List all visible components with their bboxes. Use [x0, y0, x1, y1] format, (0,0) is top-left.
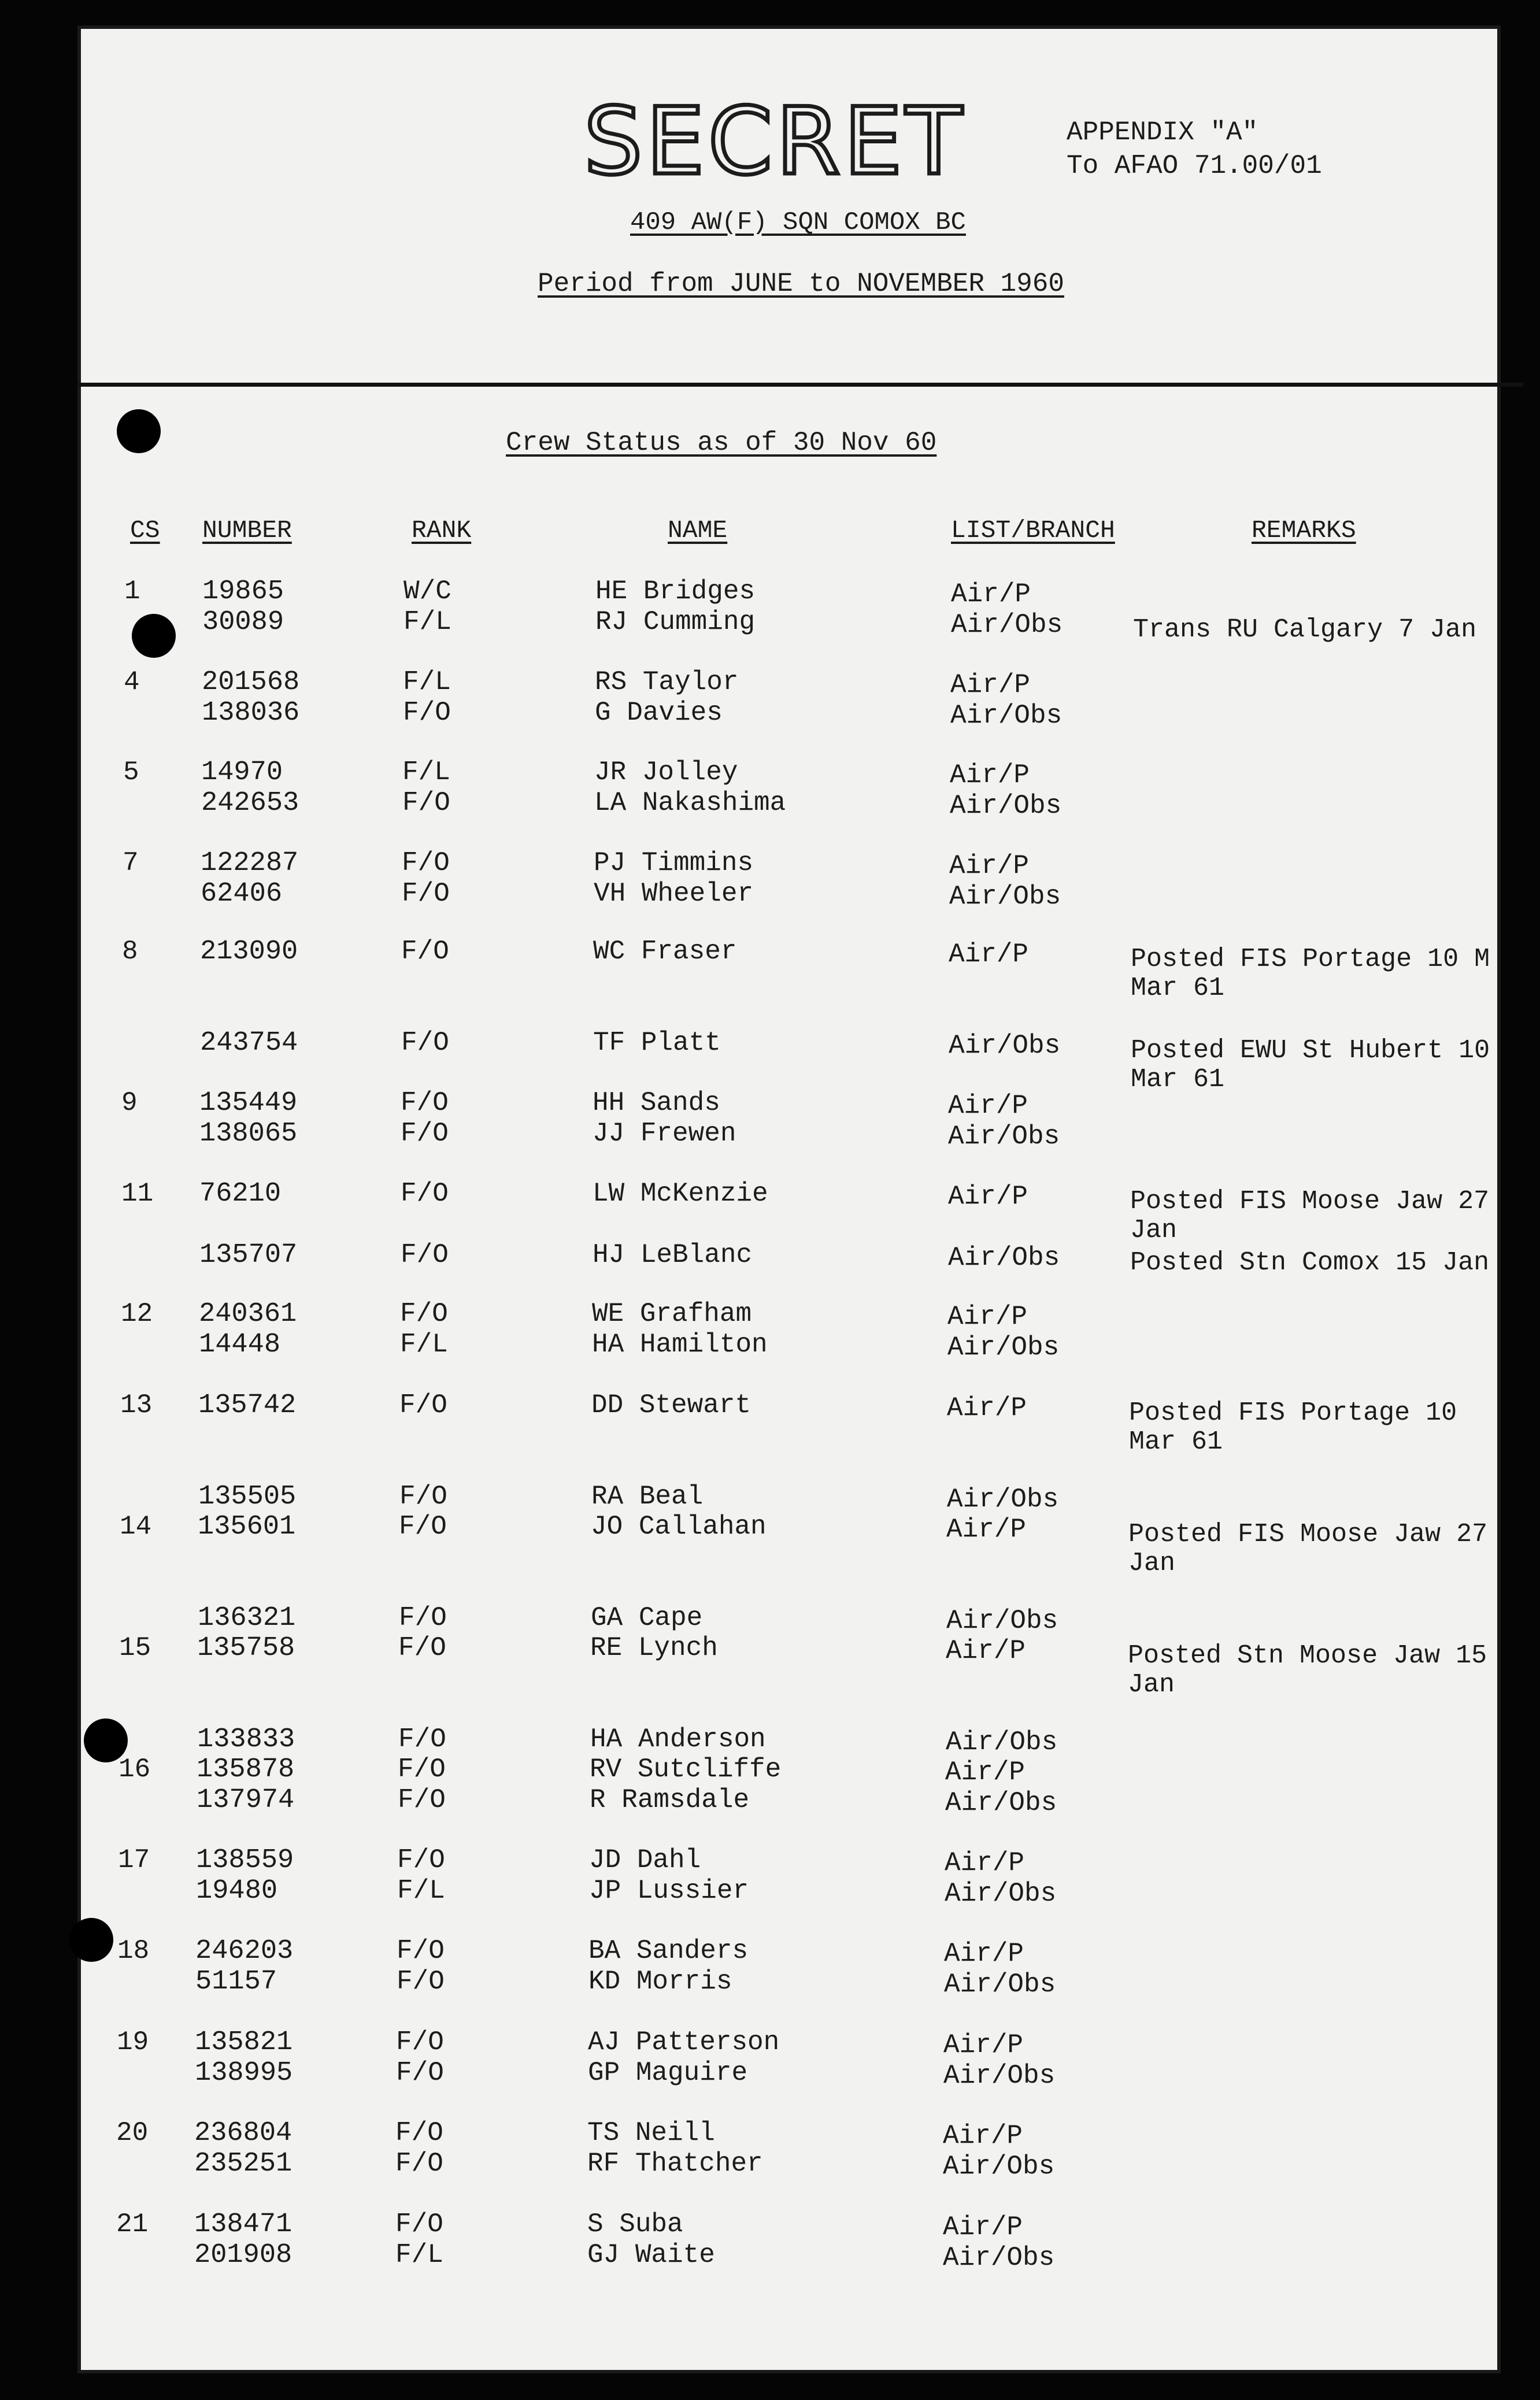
crew-cs-number: 9	[121, 1088, 138, 1118]
list-branch: Air/Obs	[943, 2243, 1055, 2273]
list-branch: Air/Obs	[948, 1243, 1060, 1273]
crew-cs-number: 16	[119, 1754, 151, 1784]
rank: F/O	[403, 698, 451, 728]
rank: F/O	[398, 1633, 446, 1663]
service-number: 51157	[195, 1966, 277, 1997]
list-branch: Air/P	[945, 1757, 1026, 1787]
member-name: RS Taylor	[595, 667, 739, 697]
rank: F/L	[403, 607, 451, 637]
rank: F/O	[395, 2118, 443, 2148]
service-number: 138036	[202, 698, 300, 728]
list-branch: Air/P	[945, 1848, 1025, 1878]
list-branch: Air/Obs	[947, 1332, 1060, 1362]
list-branch: Air/Obs	[950, 701, 1063, 731]
service-number: 135758	[197, 1633, 295, 1664]
unit-name: 409 AW(F) SQN COMOX BC	[630, 208, 966, 237]
list-branch: Air/P	[943, 2212, 1023, 2242]
rank: F/O	[400, 1299, 448, 1329]
crew-cs-number: 8	[122, 936, 138, 966]
crew-cs-number: 4	[124, 667, 140, 697]
rank: F/L	[403, 667, 451, 697]
list-branch: Air/P	[951, 579, 1031, 609]
rank: F/O	[397, 1966, 445, 1997]
service-number: 137974	[197, 1785, 295, 1816]
remarks: Posted FIS Portage 10 M Mar 61	[1131, 945, 1490, 1003]
crew-cs-number: 11	[121, 1179, 154, 1209]
rank: F/O	[402, 879, 450, 909]
crew-cs-number: 13	[120, 1390, 153, 1420]
punch-hole	[117, 409, 161, 453]
list-branch: Air/P	[946, 1636, 1026, 1666]
list-branch: Air/P	[950, 670, 1031, 700]
rank: F/O	[401, 1088, 449, 1118]
rank: F/L	[402, 757, 450, 787]
rank: F/O	[401, 1179, 449, 1209]
member-name: JP Lussier	[589, 1876, 749, 1906]
service-number: 14970	[201, 757, 283, 788]
service-number: 19480	[196, 1876, 278, 1906]
column-header-name: NAME	[668, 516, 728, 545]
service-number: 235251	[194, 2149, 293, 2179]
rank: F/O	[398, 1754, 446, 1784]
service-number: 122287	[201, 848, 299, 879]
member-name: LA Nakashima	[594, 788, 786, 818]
list-branch: Air/P	[947, 1302, 1028, 1332]
remarks: Posted FIS Moose Jaw 27 Jan	[1130, 1187, 1490, 1245]
rank: W/C	[403, 576, 451, 606]
list-branch: Air/Obs	[946, 1727, 1058, 1757]
service-number: 135505	[198, 1482, 297, 1512]
header-divider	[78, 383, 1523, 387]
service-number: 138471	[194, 2209, 293, 2240]
service-number: 76210	[199, 1179, 282, 1209]
report-period: Period from JUNE to NOVEMBER 1960	[538, 269, 1064, 299]
crew-cs-number: 12	[121, 1299, 153, 1329]
member-name: RA Beal	[591, 1482, 704, 1512]
member-name: RV Sutcliffe	[590, 1754, 782, 1784]
column-header-number: NUMBER	[202, 516, 292, 545]
member-name: GJ Waite	[587, 2240, 715, 2270]
service-number: 133833	[197, 1724, 295, 1755]
member-name: AJ Patterson	[588, 2027, 780, 2057]
service-number: 135449	[199, 1088, 298, 1118]
remarks: Posted Stn Comox 15 Jan	[1130, 1248, 1490, 1277]
service-number: 236804	[194, 2118, 293, 2149]
rank: F/O	[399, 1390, 447, 1420]
column-header-list-branch: LIST/BRANCH	[951, 516, 1115, 545]
service-number: 242653	[201, 788, 299, 818]
punch-hole	[132, 614, 176, 658]
member-name: HJ LeBlanc	[593, 1240, 753, 1270]
list-branch: Air/Obs	[943, 2061, 1056, 2091]
crew-cs-number: 18	[117, 1936, 150, 1966]
member-name: HA Hamilton	[592, 1329, 768, 1360]
member-name: PJ Timmins	[594, 848, 754, 878]
punch-hole	[69, 1918, 113, 1962]
service-number: 135821	[195, 2027, 293, 2058]
remarks: Posted EWU St Hubert 10 Mar 61	[1131, 1036, 1490, 1094]
rank: F/O	[399, 1482, 447, 1512]
rank: F/O	[401, 1118, 449, 1149]
rank: F/L	[395, 2240, 443, 2270]
list-branch: Air/Obs	[948, 1121, 1060, 1151]
service-number: 30089	[202, 607, 284, 638]
list-branch: Air/Obs	[946, 1606, 1058, 1636]
rank: F/O	[399, 1603, 447, 1633]
list-branch: Air/Obs	[944, 1969, 1056, 1999]
service-number: 138559	[196, 1845, 294, 1876]
rank: F/O	[398, 1724, 446, 1754]
remarks: Posted FIS Moose Jaw 27 Jan	[1128, 1520, 1488, 1578]
list-branch: Air/P	[943, 2030, 1024, 2060]
rank: F/O	[395, 2149, 443, 2179]
member-name: DD Stewart	[591, 1390, 752, 1420]
rank: F/O	[402, 788, 450, 818]
service-number: 201568	[202, 667, 300, 698]
member-name: BA Sanders	[588, 1936, 749, 1966]
list-branch: Air/Obs	[950, 791, 1062, 821]
service-number: 201908	[194, 2240, 293, 2271]
member-name: JD Dahl	[589, 1845, 701, 1875]
crew-cs-number: 14	[120, 1512, 152, 1542]
service-number: 243754	[200, 1028, 298, 1058]
service-number: 135742	[198, 1390, 297, 1421]
service-number: 246203	[195, 1936, 294, 1966]
service-number: 240361	[199, 1299, 297, 1329]
column-header-rank: RANK	[412, 516, 472, 545]
rank: F/O	[399, 1512, 447, 1542]
list-branch: Air/P	[948, 1182, 1028, 1212]
list-branch: Air/P	[950, 760, 1030, 790]
member-name: LW McKenzie	[593, 1179, 768, 1209]
service-number: 19865	[202, 576, 284, 607]
list-branch: Air/Obs	[949, 882, 1061, 912]
member-name: WE Grafham	[592, 1299, 752, 1329]
crew-cs-number: 7	[123, 848, 139, 878]
rank: F/O	[396, 2058, 444, 2088]
member-name: R Ramsdale	[590, 1785, 750, 1815]
list-branch: Air/Obs	[945, 1788, 1057, 1818]
column-header-remarks: REMARKS	[1252, 516, 1356, 545]
rank: F/O	[401, 1240, 449, 1270]
rank: F/L	[400, 1329, 448, 1360]
list-branch: Air/P	[946, 1514, 1027, 1545]
member-name: RJ Cumming	[595, 607, 756, 637]
list-branch: Air/P	[949, 939, 1029, 969]
service-number: 62406	[201, 879, 283, 909]
member-name: RE Lynch	[590, 1633, 718, 1663]
rank: F/O	[397, 1936, 445, 1966]
rank: F/O	[401, 936, 449, 966]
member-name: TS Neill	[587, 2118, 715, 2148]
section-title: Crew Status as of 30 Nov 60	[506, 428, 937, 458]
list-branch: Air/Obs	[943, 2151, 1055, 2182]
member-name: JR Jolley	[594, 757, 738, 787]
member-name: VH Wheeler	[594, 879, 754, 909]
classification-stamp: SECRET	[584, 87, 966, 195]
member-name: KD Morris	[588, 1966, 732, 1997]
list-branch: Air/P	[944, 1939, 1024, 1969]
list-branch: Air/Obs	[947, 1484, 1059, 1514]
remarks: Posted FIS Portage 10 Mar 61	[1129, 1398, 1457, 1457]
rank: F/O	[401, 1028, 449, 1058]
crew-cs-number: 20	[116, 2118, 149, 2148]
rank: F/O	[395, 2209, 443, 2239]
service-number: 14448	[199, 1329, 281, 1360]
rank: F/O	[398, 1785, 446, 1815]
list-branch: Air/P	[949, 851, 1030, 881]
column-header-cs: CS	[130, 516, 160, 545]
member-name: TF Platt	[593, 1028, 721, 1058]
member-name: RF Thatcher	[587, 2149, 763, 2179]
service-number: 135707	[199, 1240, 298, 1271]
service-number: 135601	[198, 1512, 296, 1542]
list-branch: Air/P	[943, 2121, 1023, 2151]
crew-cs-number: 5	[123, 757, 139, 787]
list-branch: Air/Obs	[949, 1031, 1061, 1061]
list-branch: Air/Obs	[945, 1879, 1057, 1909]
service-number: 138065	[199, 1118, 298, 1149]
member-name: GP Maguire	[588, 2058, 748, 2088]
member-name: HE Bridges	[595, 576, 756, 606]
rank: F/L	[397, 1876, 445, 1906]
service-number: 213090	[200, 936, 298, 967]
member-name: JJ Frewen	[593, 1118, 736, 1149]
appendix-label: APPENDIX "A"	[1067, 117, 1258, 147]
member-name: GA Cape	[591, 1603, 703, 1633]
remarks: Trans RU Calgary 7 Jan	[1133, 615, 1477, 645]
crew-cs-number: 19	[117, 2027, 149, 2057]
list-branch: Air/P	[948, 1091, 1028, 1121]
list-branch: Air/P	[947, 1393, 1027, 1423]
appendix-reference	[1067, 116, 1322, 183]
crew-cs-number: 1	[124, 576, 140, 606]
rank: F/O	[402, 848, 450, 878]
service-number: 135878	[197, 1754, 295, 1785]
crew-cs-number: 15	[119, 1633, 151, 1663]
member-name: JO Callahan	[591, 1512, 767, 1542]
member-name: HH Sands	[593, 1088, 720, 1118]
list-branch: Air/Obs	[951, 610, 1063, 640]
member-name: G Davies	[595, 698, 723, 728]
service-number: 136321	[198, 1603, 296, 1634]
service-number: 138995	[195, 2058, 293, 2088]
crew-cs-number: 21	[116, 2209, 149, 2239]
remarks: Posted Stn Moose Jaw 15 Jan	[1128, 1641, 1487, 1699]
member-name: S Suba	[587, 2209, 683, 2239]
appendix-order: To AFAO 71.00/01	[1067, 151, 1322, 181]
rank: F/O	[397, 1845, 445, 1875]
member-name: WC Fraser	[593, 936, 737, 966]
member-name: HA Anderson	[590, 1724, 766, 1754]
rank: F/O	[396, 2027, 444, 2057]
crew-cs-number: 17	[118, 1845, 150, 1875]
